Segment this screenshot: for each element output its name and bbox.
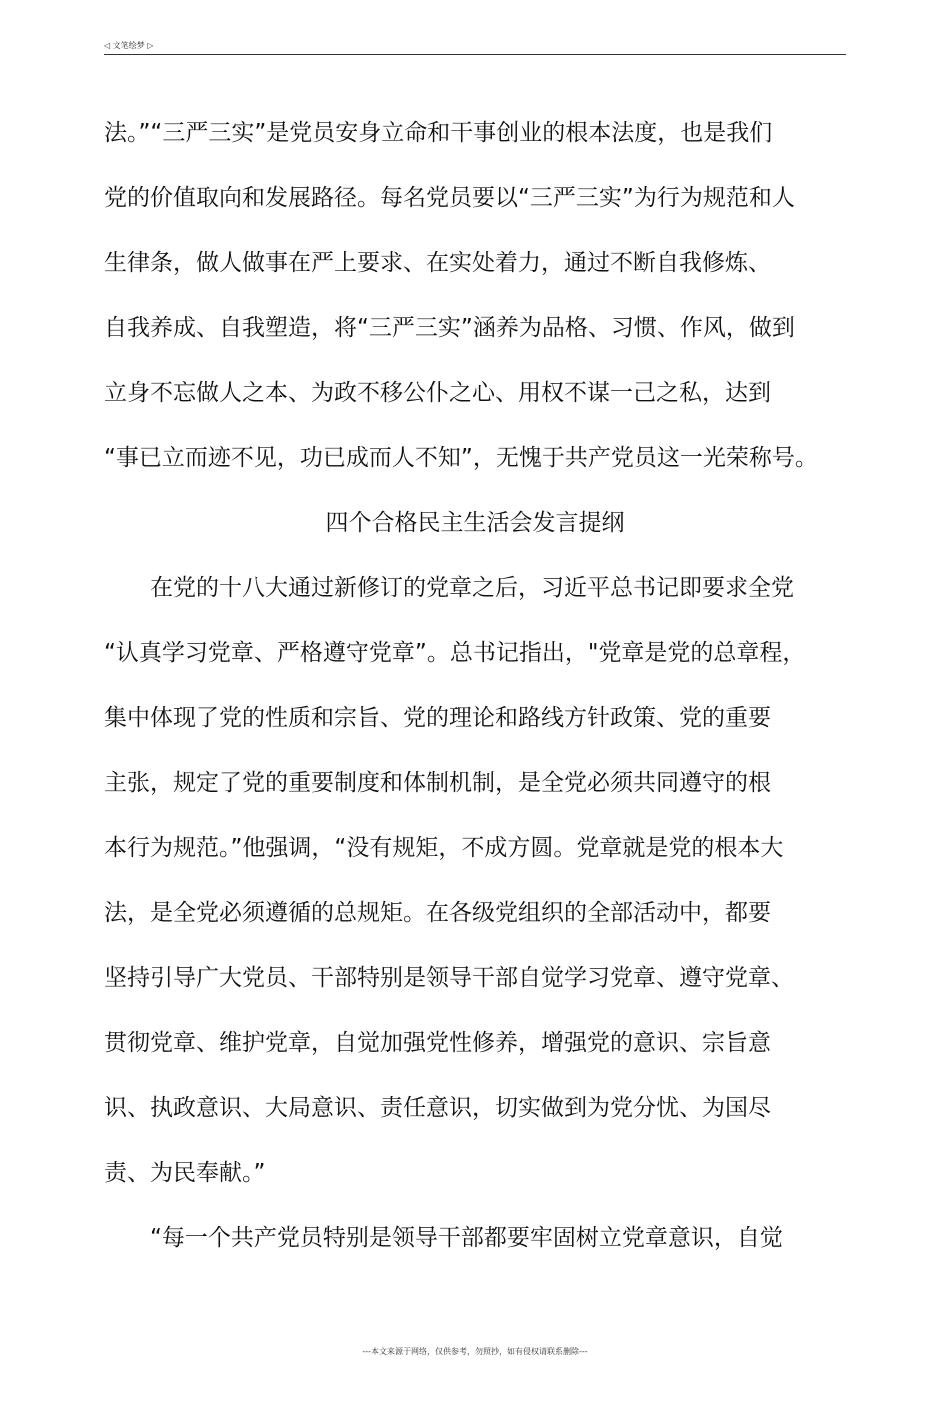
body-line: 党的价值取向和发展路径。每名党员要以“三严三实”为行为规范和人: [104, 185, 795, 211]
body-line: 法，是全党必须遵循的总规矩。在各级党组织的全部活动中，都要: [104, 900, 771, 926]
body-line: 识、执政意识、大局意识、责任意识，切实做到为党分忧、为国尽: [104, 1095, 771, 1121]
body-line: 责、为民奉献。”: [104, 1160, 266, 1186]
body-line: 贯彻党章、维护党章，自觉加强党性修养，增强党的意识、宗旨意: [104, 1030, 771, 1056]
body-line: 立身不忘做人之本、为政不移公仆之心、用权不谋一己之私，达到: [104, 380, 771, 406]
header-text: ◁ 文笔绘梦 ▷: [104, 41, 154, 50]
body-line: 自我养成、自我塑造，将“三严三实”涵养为品格、习惯、作风，做到: [104, 315, 795, 341]
paragraph-first-line: “每一个共产党员特别是领导干部都要牢固树立党章意识，自觉: [150, 1225, 783, 1251]
body-line: 坚持引导广大党员、干部特别是领导干部自觉学习党章、遵守党章、: [104, 965, 794, 991]
page-header: [104, 40, 846, 55]
body-line: 本行为规范。”他强调，“没有规矩，不成方圆。党章就是党的根本大: [104, 835, 784, 861]
paragraph-first-line: 在党的十八大通过新修订的党章之后，习近平总书记即要求全党: [150, 575, 794, 601]
body-line: “事已立而迹不见，功已成而人不知”，无愧于共产党员这一光荣称号。: [104, 445, 818, 471]
body-line: “认真学习党章、严格遵守党章”。总书记指出，"党章是党的总章程，: [104, 640, 806, 666]
body-line: 主张，规定了党的重要制度和体制机制，是全党必须共同遵守的根: [104, 770, 771, 796]
section-title: 四个合格民主生活会发言提纲: [325, 510, 625, 536]
page-footer-disclaimer: ---本文来源于网络，仅供参考，勿照抄，如有侵权请联系删除---: [362, 1347, 588, 1356]
body-line: 生律条，做人做事在严上要求、在实处着力，通过不断自我修炼、: [104, 250, 771, 276]
document-body: [104, 108, 846, 1278]
body-line: 法。”“三严三实”是党员安身立命和干事创业的根本法度，也是我们: [104, 120, 773, 146]
body-line: 集中体现了党的性质和宗旨、党的理论和路线方针政策、党的重要: [104, 705, 771, 731]
